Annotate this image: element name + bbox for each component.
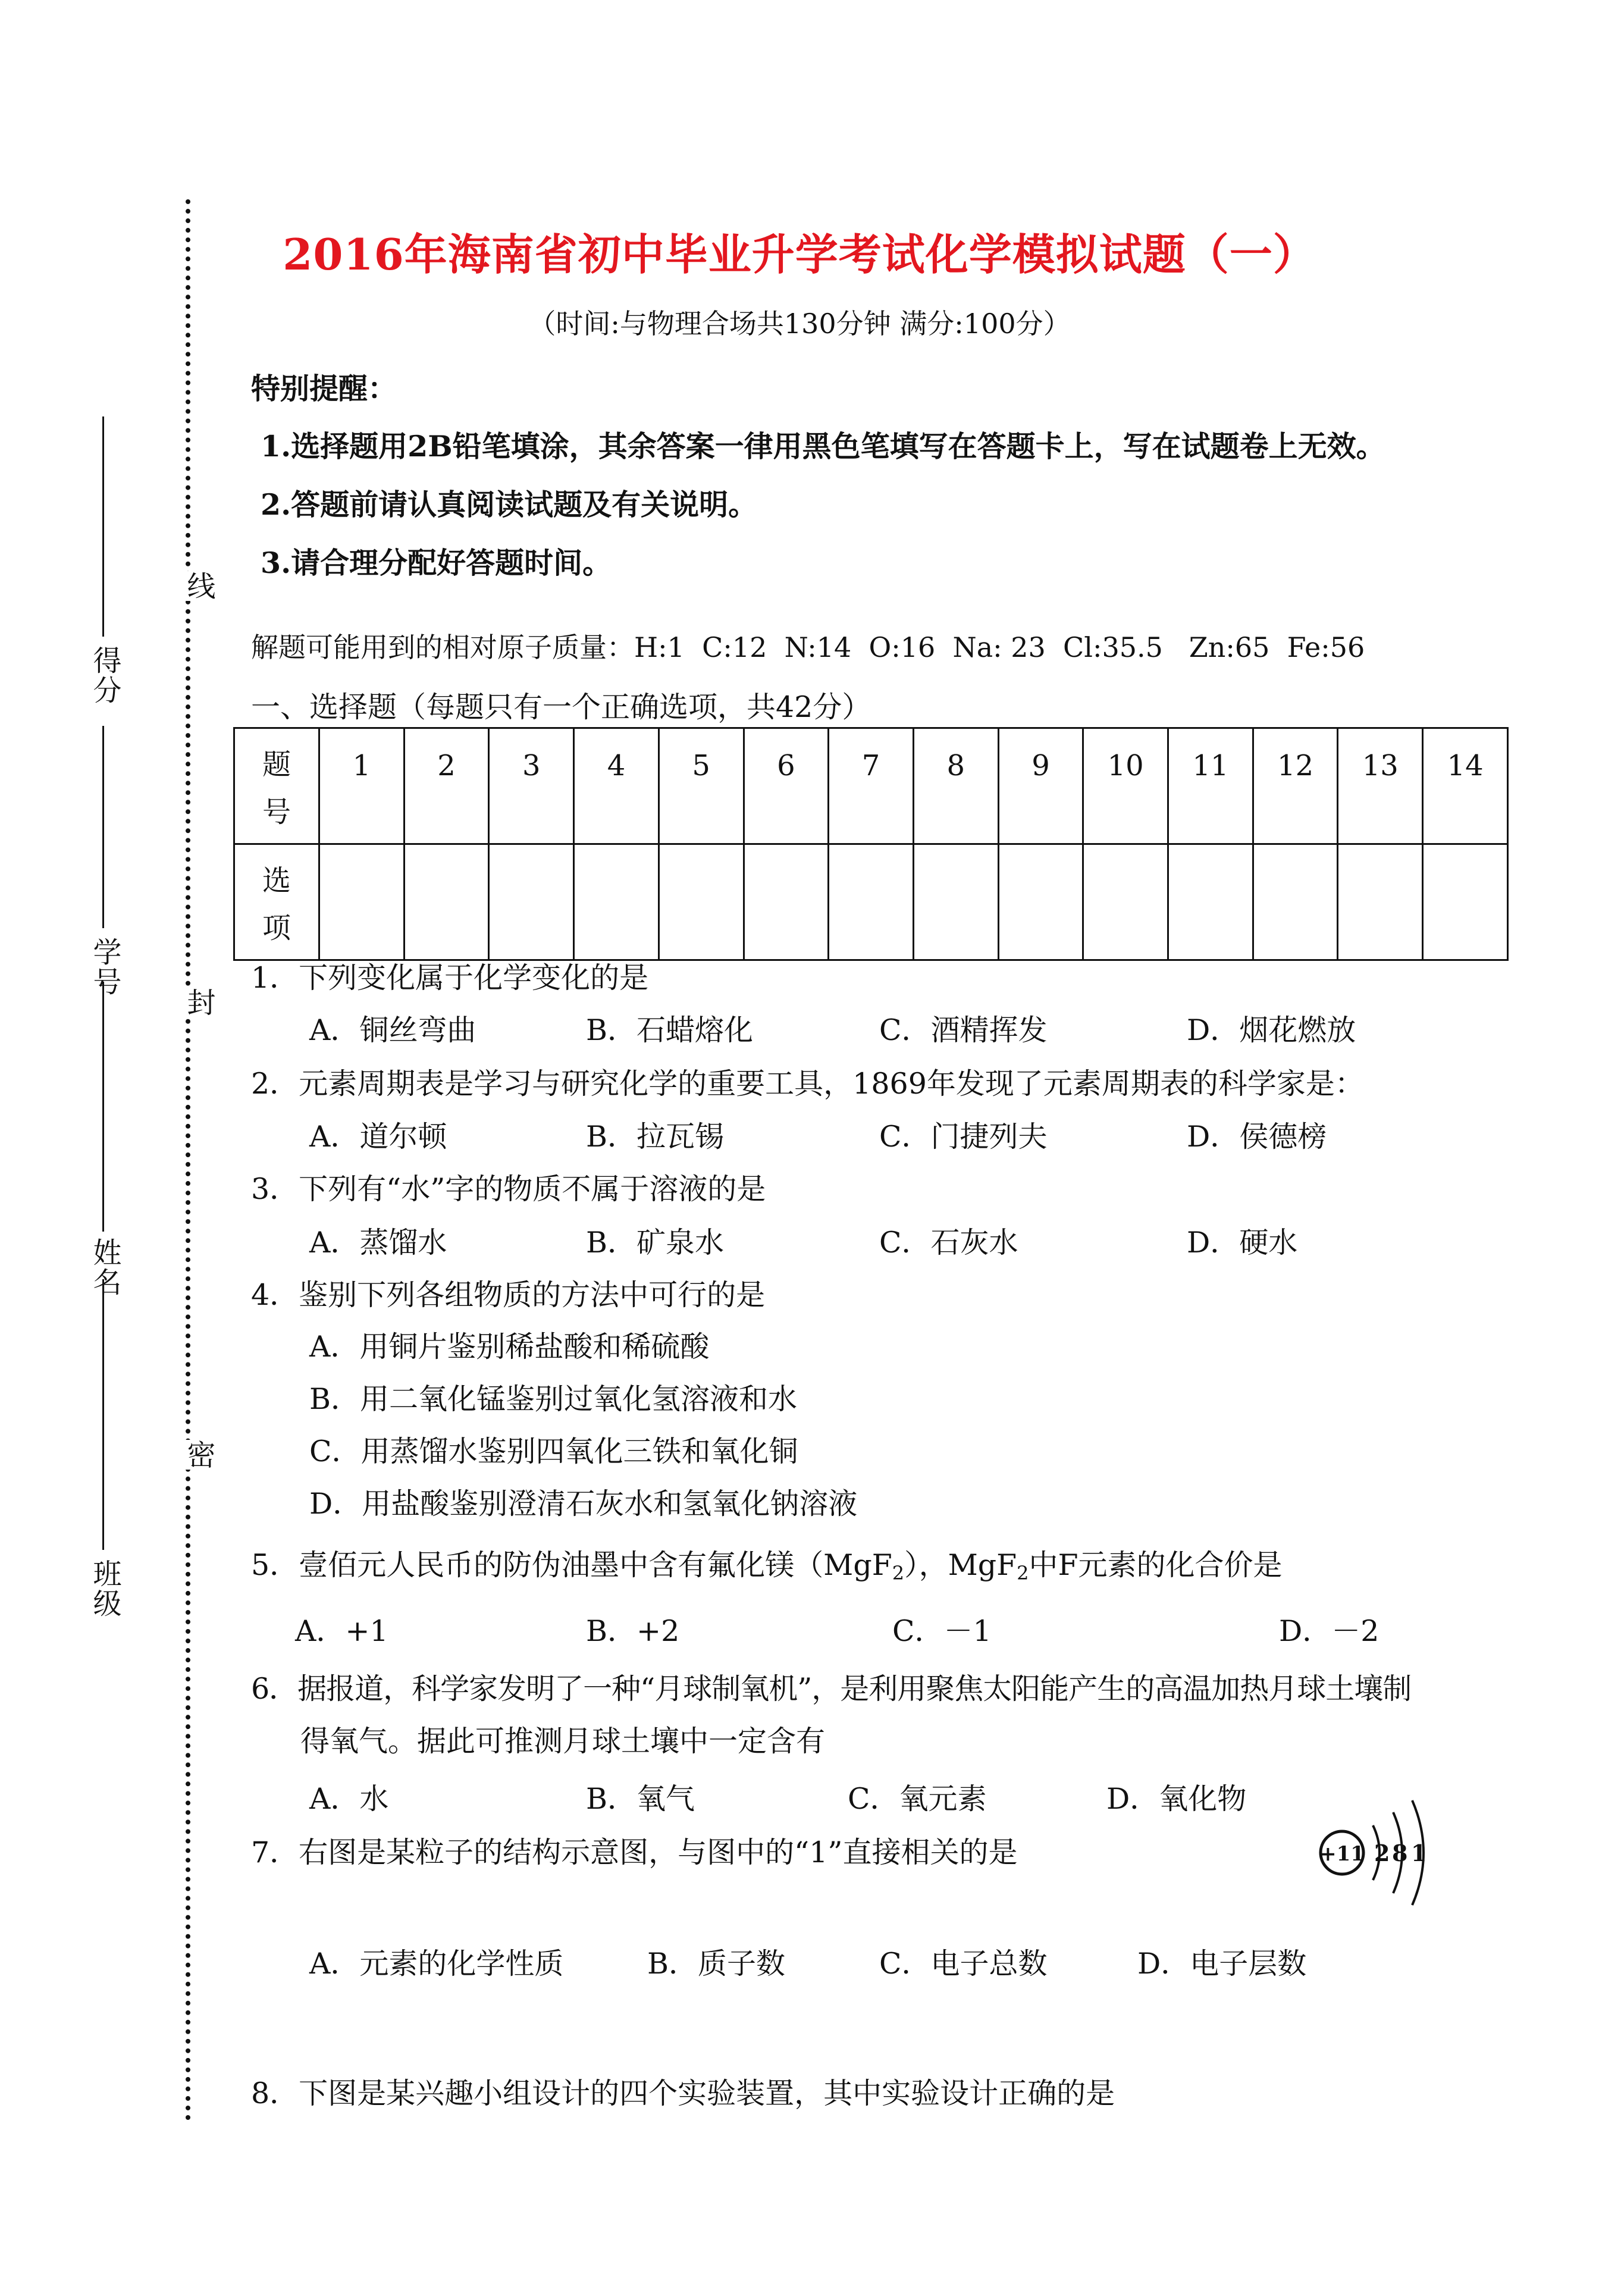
question-6-option-a: A．水 (309, 1782, 389, 1816)
question-3-option-c: C．石灰水 (879, 1226, 1018, 1260)
question-6-option-d: D．氧化物 (1106, 1782, 1247, 1816)
table-cell: 14 (1423, 728, 1508, 844)
table-cell: 11 (1168, 728, 1253, 844)
table-cell: 10 (1083, 728, 1168, 844)
question-3-stem: 3．下列有“水”字的物质不属于溶液的是 (251, 1172, 766, 1206)
score-label: 得分 (88, 646, 121, 705)
score-underline (102, 416, 104, 637)
answer-cell[interactable] (404, 844, 489, 960)
atom-structure-diagram (1316, 1791, 1435, 1910)
question-4-option-c: C．用蒸馏水鉴别四氧化三铁和氧化铜 (309, 1434, 798, 1468)
notice-item-2: 2.答题前请认真阅读试题及有关说明。 (261, 487, 758, 522)
shell-3-electrons: 1 (1411, 1840, 1427, 1866)
question-4-option-d: D．用盐酸鉴别澄清石灰水和氢氧化钠溶液 (309, 1487, 858, 1521)
seal-text-seal: 封 (178, 988, 220, 1017)
question-5-option-b: B．+2 (586, 1614, 680, 1648)
question-1-stem: 1．下列变化属于化学变化的是 (251, 961, 649, 995)
table-cell: 1 (319, 728, 405, 844)
answer-cell[interactable] (489, 844, 574, 960)
question-1-option-a: A．铜丝弯曲 (309, 1013, 476, 1047)
question-2-option-a: A．道尔顿 (309, 1120, 447, 1154)
shell-1-electrons: 2 (1374, 1840, 1390, 1866)
question-7-option-a: A．元素的化学性质 (309, 1947, 564, 1981)
question-4-option-a: A．用铜片鉴别稀盐酸和稀硫酸 (309, 1330, 710, 1364)
binding-dotted-line (186, 199, 190, 2121)
exam-subtitle: （时间:与物理合场共130分钟 满分:100分） (528, 308, 1071, 340)
class-underline (102, 1279, 104, 1550)
table-cell: 8 (913, 728, 998, 844)
student-id-label: 学号 (88, 937, 121, 997)
question-6-stem-line-2: 得氧气。据此可推测月球土壤中一定含有 (300, 1724, 826, 1758)
question-3-option-d: D．硬水 (1187, 1226, 1298, 1260)
table-cell: 3 (489, 728, 574, 844)
table-header-cell: 选项 (234, 844, 319, 960)
notice-item-1: 1.选择题用2B铅笔填涂，其余答案一律用黑色笔填写在答题卡上，写在试题卷上无效。 (261, 429, 1385, 463)
seal-text-secret: 密 (178, 1440, 220, 1470)
question-5-option-c: C．－1 (892, 1614, 992, 1648)
table-cell: 2 (404, 728, 489, 844)
atomic-masses: 解题可能用到的相对原子质量：H:1 C:12 N:14 O:16 Na: 23 Cl:35.5 Zn:65 Fe:56 (251, 631, 1365, 663)
answer-cell[interactable] (829, 844, 914, 960)
exam-title: 2016年海南省初中毕业升学考试化学模拟试题（一） (283, 229, 1316, 280)
student-id-underline (102, 726, 104, 928)
answer-table (233, 727, 1509, 961)
answer-cell[interactable] (998, 844, 1083, 960)
name-underline (102, 982, 104, 1232)
seal-text-line: 线 (178, 571, 220, 601)
notice-item-3: 3.请合理分配好答题时间。 (261, 546, 612, 580)
table-cell: 5 (659, 728, 744, 844)
question-2-option-c: C．门捷列夫 (879, 1120, 1048, 1154)
answer-cell[interactable] (744, 844, 829, 960)
answer-cell[interactable] (1253, 844, 1338, 960)
answer-cell[interactable] (1083, 844, 1168, 960)
table-cell: 13 (1338, 728, 1423, 844)
question-6-stem-line-1: 6．据报道，科学家发明了一种“月球制氧机”，是利用聚焦太阳能产生的高温加热月球土壤制 (251, 1672, 1412, 1706)
question-7-stem: 7．右图是某粒子的结构示意图，与图中的“1”直接相关的是 (251, 1835, 1018, 1869)
question-7-option-b: B．质子数 (647, 1947, 786, 1981)
answer-cell[interactable] (1423, 844, 1508, 960)
section-heading: 一、选择题（每题只有一个正确选项，共42分） (251, 690, 871, 724)
question-1-option-d: D．烟花燃放 (1187, 1013, 1356, 1047)
question-5-stem: 5．壹佰元人民币的防伪油墨中含有氟化镁（MgF$_2$），MgF$_2$中F元素的化合价是 (251, 1548, 1283, 1584)
question-7-option-d: D．电子层数 (1137, 1947, 1307, 1981)
question-8-stem: 8．下图是某兴趣小组设计的四个实验装置，其中实验设计正确的是 (251, 2076, 1115, 2110)
table-cell: 6 (744, 728, 829, 844)
question-2-option-b: B．拉瓦锡 (586, 1120, 725, 1154)
question-4-option-b: B．用二氧化锰鉴别过氧化氢溶液和水 (309, 1382, 798, 1416)
table-row (234, 844, 1508, 960)
answer-cell[interactable] (659, 844, 744, 960)
question-7-option-c: C．电子总数 (879, 1947, 1048, 1981)
nucleus-charge: +11 (1319, 1842, 1365, 1866)
shell-2-electrons: 8 (1392, 1840, 1408, 1866)
table-row (234, 728, 1508, 844)
question-3-option-a: A．蒸馏水 (309, 1226, 447, 1260)
table-header-cell: 题号 (234, 728, 319, 844)
question-1-option-c: C．酒精挥发 (879, 1013, 1048, 1047)
name-label: 姓名 (88, 1238, 121, 1297)
question-5-option-a: A．+1 (295, 1614, 388, 1648)
answer-cell[interactable] (319, 844, 405, 960)
answer-cell[interactable] (1338, 844, 1423, 960)
table-cell: 9 (998, 728, 1083, 844)
question-6-option-c: C．氧元素 (848, 1782, 987, 1816)
class-label: 班级 (88, 1559, 121, 1618)
question-6-option-b: B．氧气 (586, 1782, 695, 1816)
notice-heading: 特别提醒： (251, 371, 397, 406)
question-4-stem: 4．鉴别下列各组物质的方法中可行的是 (251, 1278, 766, 1312)
table-cell: 12 (1253, 728, 1338, 844)
table-cell: 7 (829, 728, 914, 844)
question-2-stem: 2．元素周期表是学习与研究化学的重要工具，1869年发现了元素周期表的科学家是： (251, 1067, 1364, 1101)
question-2-option-d: D．侯德榜 (1187, 1120, 1327, 1154)
question-3-option-b: B．矿泉水 (586, 1226, 725, 1260)
question-5-option-d: D．－2 (1279, 1614, 1379, 1648)
answer-cell[interactable] (574, 844, 659, 960)
answer-cell[interactable] (1168, 844, 1253, 960)
question-1-option-b: B．石蜡熔化 (586, 1013, 754, 1047)
table-cell: 4 (574, 728, 659, 844)
answer-cell[interactable] (913, 844, 998, 960)
